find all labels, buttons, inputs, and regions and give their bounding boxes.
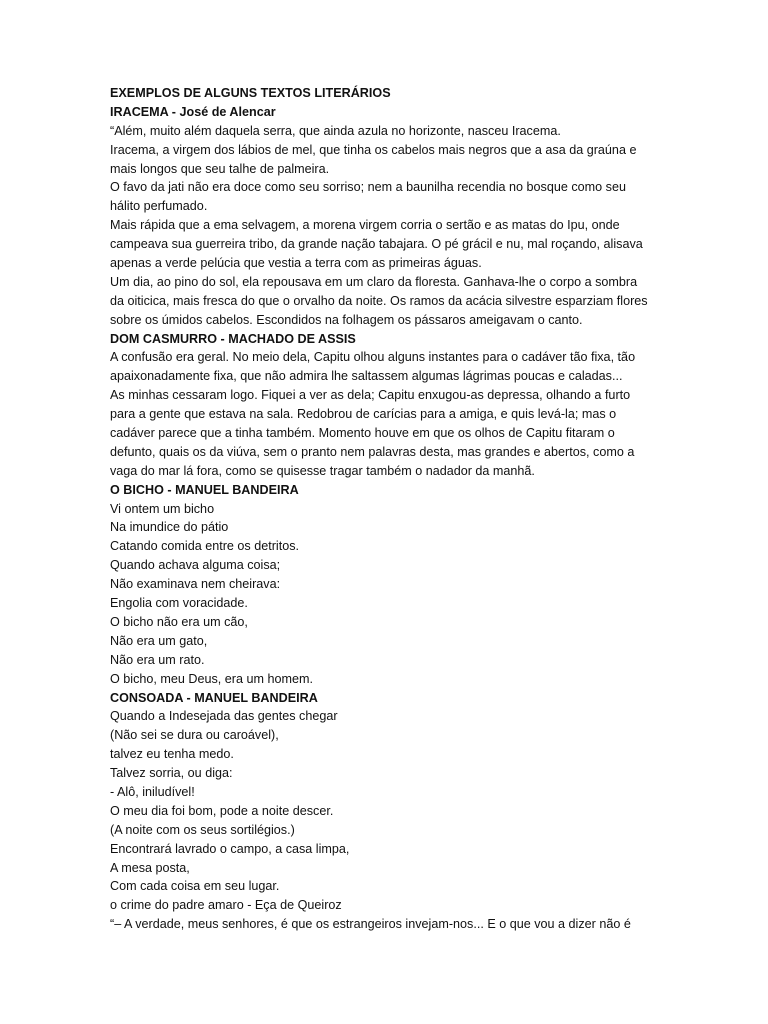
text-line: Catando comida entre os detritos.	[110, 539, 300, 554]
text-line: Um dia, ao pino do sol, ela repousava em um claro da floresta. Ganhava-lhe o corpo a sombra	[110, 274, 638, 289]
text-line: apaixonadamente fixa, que não admira lhe saltassem algumas lágrimas poucas e caladas...	[110, 369, 623, 384]
text-line: Iracema, a virgem dos lábios de mel, que tinha os cabelos mais negros que a asa da graúna e	[110, 142, 637, 157]
text-line: hálito perfumado.	[110, 199, 208, 214]
text-line: Talvez sorria, ou diga:	[110, 766, 233, 781]
text-line: (A noite com os seus sortilégios.)	[110, 822, 295, 837]
text-line: vaga do mar lá fora, como se quisesse tragar também o nadador da manhã.	[110, 463, 535, 478]
text-line: sobre os úmidos cabelos. Escondidos na folhagem os pássaros ameigavam o canto.	[110, 312, 583, 327]
text-line: Na imundice do pátio	[110, 520, 229, 535]
text-line: “– A verdade, meus senhores, é que os estrangeiros invejam-nos... E o que vou a dizer não é	[110, 917, 631, 932]
text-line: Encontrará lavrado o campo, a casa limpa,	[110, 841, 350, 856]
text-line: mais longos que seu talhe de palmeira.	[110, 161, 330, 176]
text-line: Não era um gato,	[110, 633, 208, 648]
text-line: Não era um rato.	[110, 652, 205, 667]
text-line: (Não sei se dura ou caroável),	[110, 728, 279, 743]
text-line: para a gente que estava na sala. Redobrou de carícias para a amiga, e quis levá-la; mas o	[110, 407, 617, 422]
text-line: “Além, muito além daquela serra, que ainda azula no horizonte, nasceu Iracema.	[110, 123, 561, 138]
text-line: O meu dia foi bom, pode a noite descer.	[110, 803, 334, 818]
document-page	[110, 84, 650, 934]
text-line: O bicho, meu Deus, era um homem.	[110, 671, 313, 686]
text-line: O favo da jati não era doce como seu sorriso; nem a baunilha recendia no bosque como seu	[110, 180, 626, 195]
section-heading-o-bicho: O BICHO - MANUEL BANDEIRA	[110, 482, 299, 497]
document-title: EXEMPLOS DE ALGUNS TEXTOS LITERÁRIOS	[110, 86, 391, 100]
text-line: defunto, quais os da viúva, sem o pranto nem palavras desta, mas grandes e abertos, como a	[110, 444, 635, 459]
text-line: O bicho não era um cão,	[110, 614, 248, 629]
text-line: As minhas cessaram logo. Fiquei a ver as dela; Capitu enxugou-as depressa, olhando a furto	[110, 388, 631, 403]
text-line: A mesa posta,	[110, 860, 190, 875]
section-heading-crime-padre-amaro: o crime do padre amaro - Eça de Queiroz	[110, 898, 342, 913]
text-line: Com cada coisa em seu lugar.	[110, 879, 280, 894]
text-line: A confusão era geral. No meio dela, Capitu olhou alguns instantes para o cadáver tão fixa, tão	[110, 350, 636, 365]
text-line: Engolia com voracidade.	[110, 596, 248, 611]
text-line: talvez eu tenha medo.	[110, 747, 234, 762]
section-heading-dom-casmurro: DOM CASMURRO - MACHADO DE ASSIS	[110, 331, 356, 346]
text-line: - Alô, iniludível!	[110, 784, 195, 799]
text-line: Quando a Indesejada das gentes chegar	[110, 709, 338, 724]
text-line: Mais rápida que a ema selvagem, a morena virgem corria o sertão e as matas do Ipu, onde	[110, 218, 620, 233]
text-line: Não examinava nem cheirava:	[110, 577, 281, 592]
text-line: Quando achava alguma coisa;	[110, 558, 281, 573]
section-heading-iracema: IRACEMA - José de Alencar	[110, 104, 276, 119]
text-line: campeava sua guerreira tribo, da grande nação tabajara. O pé grácil e nu, mal roçando, alisava	[110, 237, 643, 252]
text-line: apenas a verde pelúcia que vestia a terra com as primeiras águas.	[110, 256, 482, 271]
section-heading-consoada: CONSOADA - MANUEL BANDEIRA	[110, 690, 318, 705]
text-line: Vi ontem um bicho	[110, 501, 215, 516]
text-line: cadáver parece que a tinha também. Momento houve em que os olhos de Capitu fitaram o	[110, 426, 615, 441]
text-line: da oiticica, mais fresca do que o orvalho da noite. Os ramos da acácia silvestre esparziam flores	[110, 293, 648, 308]
